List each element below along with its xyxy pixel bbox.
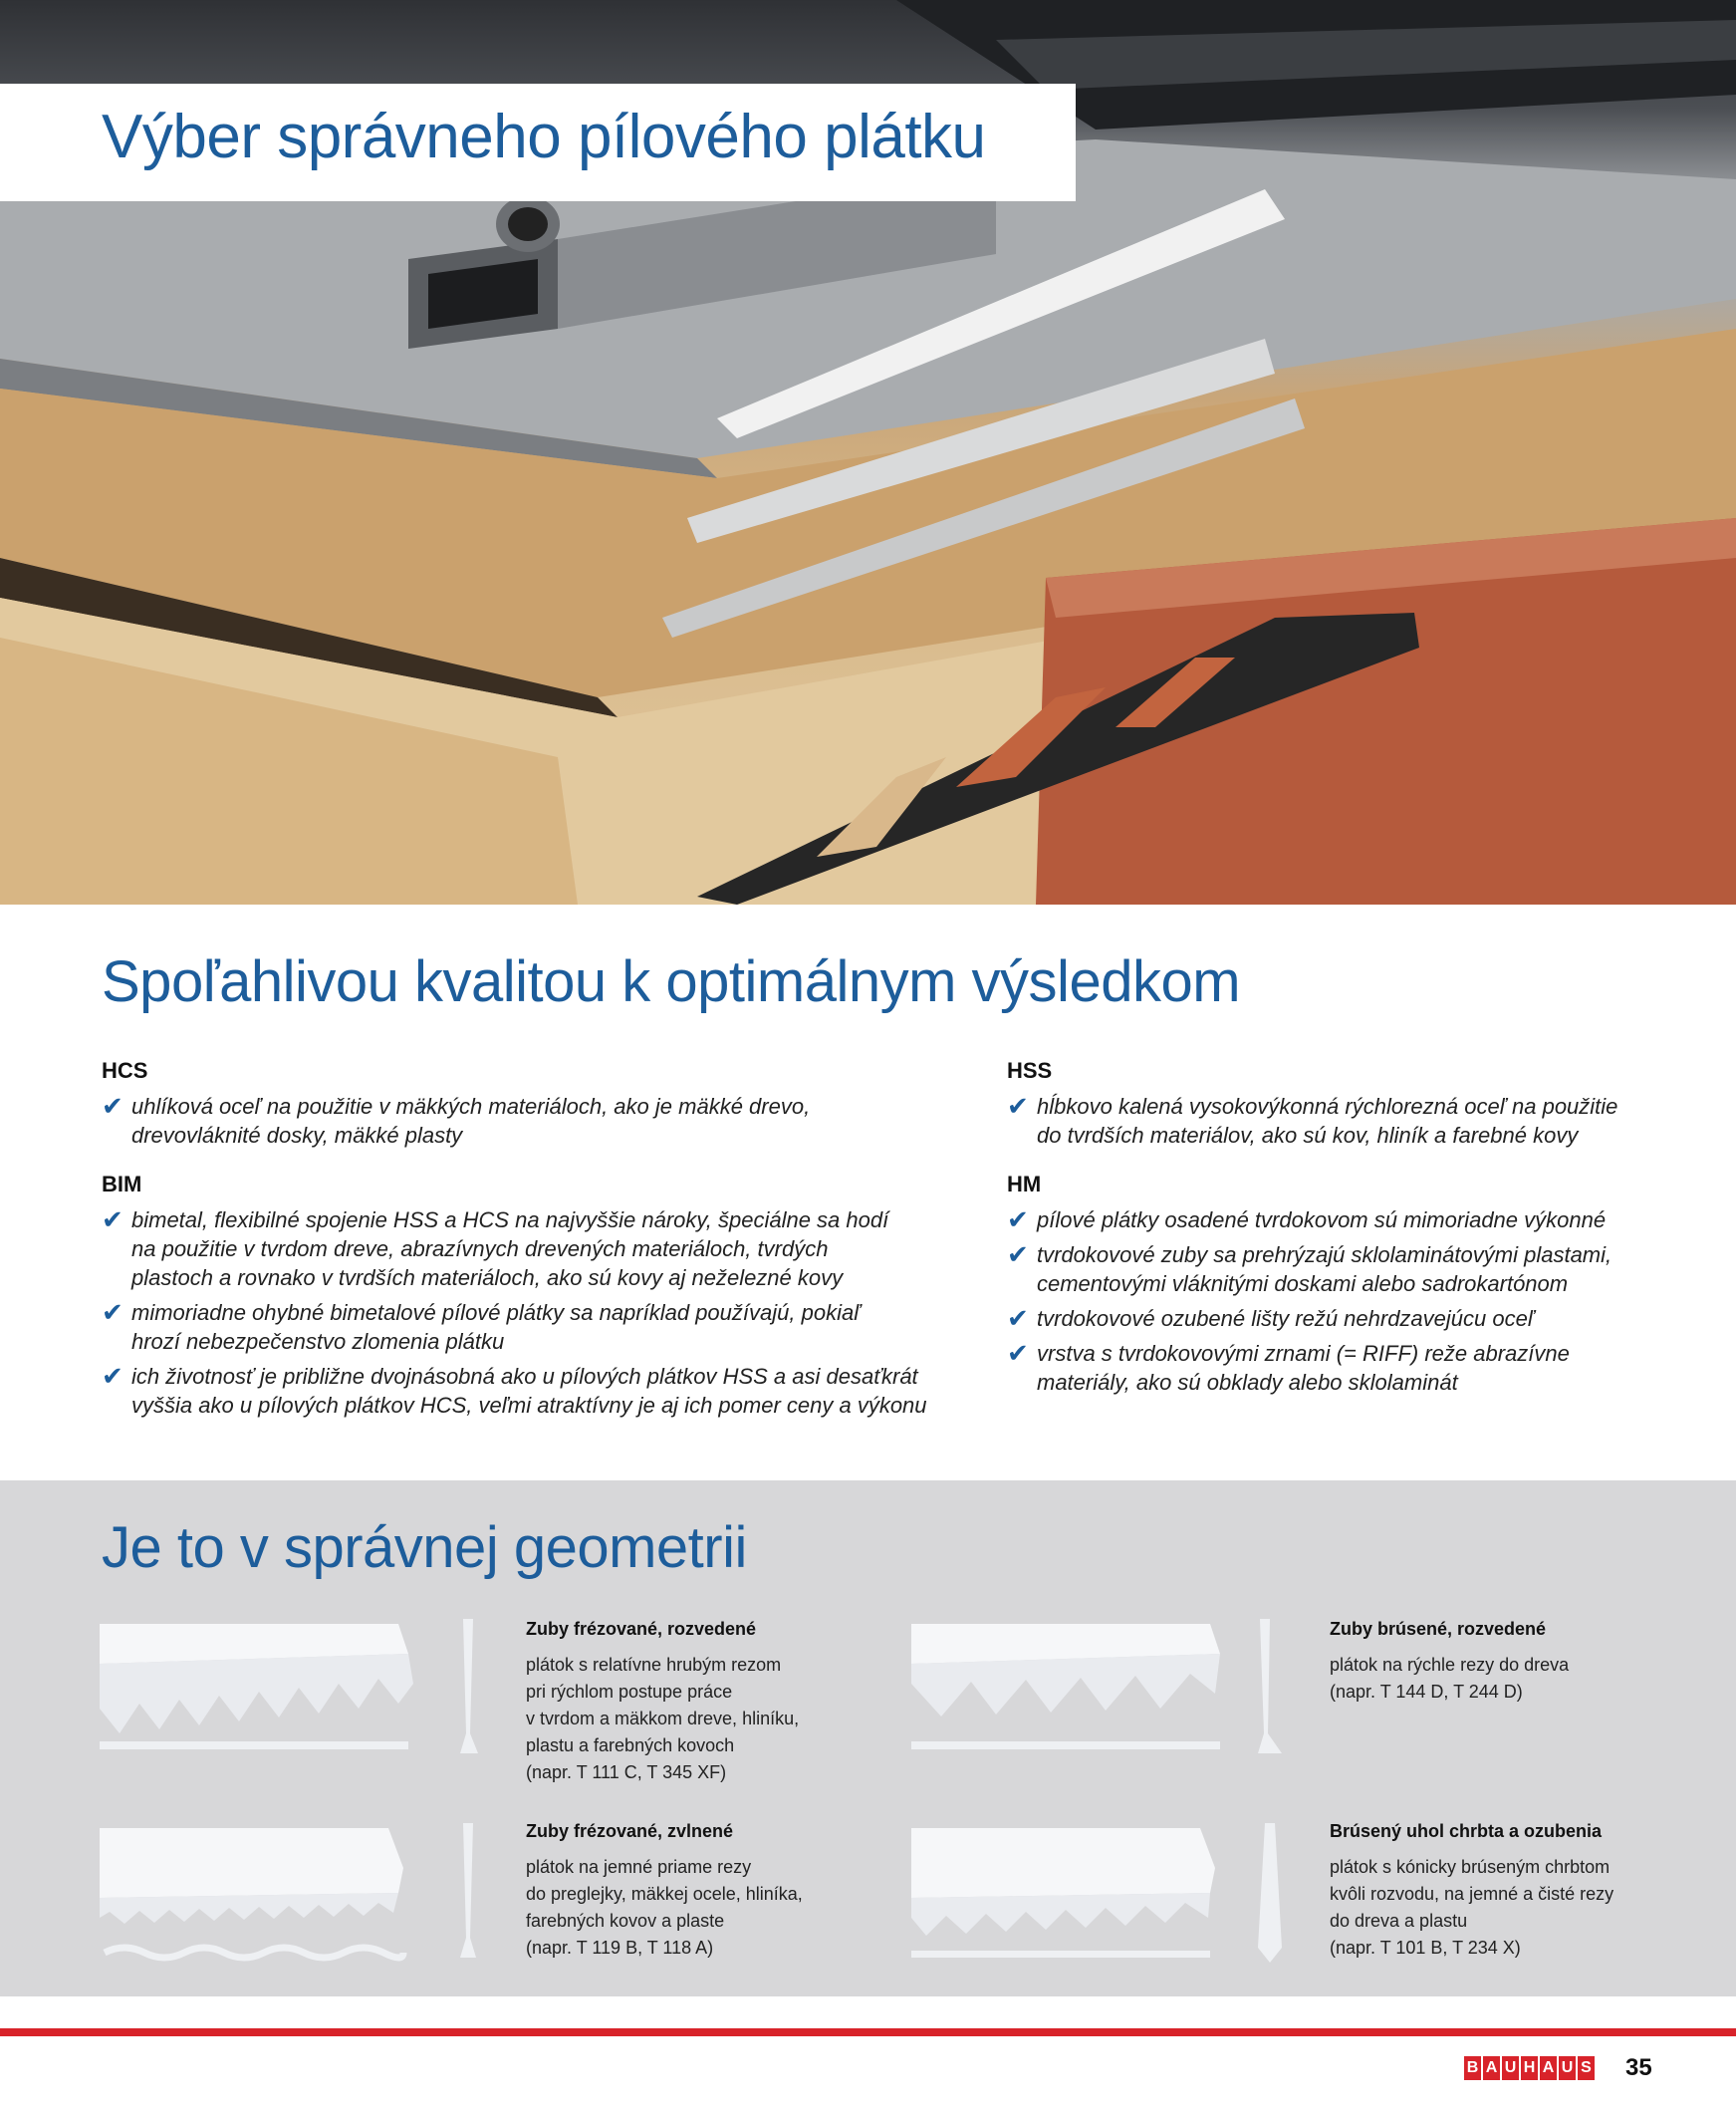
checkmark-icon: ✔ — [1007, 1239, 1029, 1269]
term-item-line: materiály, ako sú obklady alebo sklolaminát — [1037, 1370, 1458, 1395]
geometry-line: plátok s relatívne hrubým rezom — [526, 1655, 782, 1675]
geometry-line: do dreva a plastu — [1330, 1911, 1468, 1931]
geometry-line: farebných kovov a plaste — [526, 1911, 725, 1931]
geometry-line: plátok s kónicky brúseným chrbtom — [1330, 1857, 1611, 1877]
term-item-line: ich životnosť je približne dvojnásobná ako u pílových plátkov HSS a asi desaťkrát — [131, 1364, 918, 1389]
geometry-description — [1330, 1652, 1688, 1706]
checkmark-icon: ✔ — [1007, 1338, 1029, 1368]
checkmark-icon: ✔ — [1007, 1303, 1029, 1333]
left-column — [102, 1058, 928, 1442]
term-item-line: na použitie v tvrdom dreve, abrazívnych drevených materiáloch, tvrdých — [131, 1236, 829, 1261]
logo-letter: U — [1559, 2056, 1576, 2080]
checkmark-icon: ✔ — [102, 1091, 124, 1121]
geometry-description — [1330, 1854, 1688, 1962]
term-item-line: vyššia ako u pílových plátkov HCS, veľmi atraktívny je aj ich pomer ceny a výkonu — [131, 1393, 927, 1418]
geometry-line: (napr. T 144 D, T 244 D) — [1330, 1682, 1523, 1702]
term-item-line: cementovými vláknitými doskami alebo sadrokartónom — [1037, 1271, 1569, 1296]
term-item-line: tvrdokovové zuby sa prehrýzajú sklolaminátovými plastami, — [1037, 1242, 1612, 1267]
logo-letter: A — [1540, 2056, 1557, 2080]
term-item-line: uhlíková oceľ na použitie v mäkkých materiáloch, ako je mäkké drevo, — [131, 1094, 811, 1119]
right-column — [1007, 1058, 1704, 1419]
geometry-line: v tvrdom a mäkkom dreve, hliníku, — [526, 1709, 800, 1728]
logo-letter: U — [1502, 2056, 1519, 2080]
term-item-line: hrozí nebezpečenstvo zlomenia plátku — [131, 1329, 505, 1354]
term-item-list — [1007, 1205, 1704, 1397]
term-item-list — [102, 1205, 928, 1420]
term-item — [1007, 1339, 1704, 1397]
geometry-line: do preglejky, mäkkej ocele, hliníka, — [526, 1884, 803, 1904]
geometry-line: plátok na jemné priame rezy — [526, 1857, 752, 1877]
checkmark-icon: ✔ — [1007, 1204, 1029, 1234]
geometry-line: (napr. T 111 C, T 345 XF) — [526, 1762, 727, 1782]
section-geometry-title: Je to v správnej geometrii — [102, 1515, 747, 1580]
geometry-line: kvôli rozvodu, na jemné a čisté rezy — [1330, 1884, 1614, 1904]
logo-letter: A — [1483, 2056, 1500, 2080]
checkmark-icon: ✔ — [102, 1297, 124, 1327]
geometry-description — [526, 1652, 884, 1786]
blade-ground-set-illustration — [911, 1614, 1310, 1763]
term-item-list — [102, 1092, 928, 1150]
term-item-line: tvrdokovové ozubené lišty režú nehrdzavejúcu oceľ — [1037, 1306, 1535, 1331]
geometry-heading: Brúsený uhol chrbta a ozubenia — [1330, 1821, 1603, 1841]
term-item — [1007, 1205, 1704, 1234]
blade-ground-back-illustration — [911, 1818, 1310, 1968]
footer-rule — [0, 2028, 1736, 2036]
geometry-line: plátok na rýchle rezy do dreva — [1330, 1655, 1570, 1675]
geometry-milled-set — [526, 1619, 884, 1786]
hero-photo — [0, 0, 1736, 905]
term-item — [1007, 1304, 1704, 1333]
checkmark-icon: ✔ — [102, 1361, 124, 1391]
geometry-heading: Zuby brúsené, rozvedené — [1330, 1619, 1547, 1639]
geometry-line: (napr. T 119 B, T 118 A) — [526, 1938, 714, 1958]
logo-letter: B — [1464, 2056, 1481, 2080]
material-term: HM — [1007, 1172, 1042, 1196]
term-item-line: drevovláknité dosky, mäkké plasty — [131, 1123, 463, 1148]
term-item-line: vrstva s tvrdokovovými zrnami (= RIFF) reže abrazívne — [1037, 1341, 1570, 1366]
material-term: HCS — [102, 1058, 148, 1083]
term-item-line: bimetal, flexibilné spojenie HSS a HCS na najvyššie nároky, špeciálne sa hodí — [131, 1207, 889, 1232]
term-item-line: do tvrdších materiálov, ako sú kov, hliník a farebné kovy — [1037, 1123, 1579, 1148]
logo-letter: H — [1521, 2056, 1538, 2080]
geometry-heading: Zuby frézované, rozvedené — [526, 1619, 757, 1639]
term-item — [102, 1298, 928, 1356]
geometry-line: plastu a farebných kovoch — [526, 1735, 735, 1755]
page-number: 35 — [1625, 2054, 1652, 2081]
blade-milled-set-illustration — [100, 1614, 498, 1763]
geometry-line: pri rýchlom postupe práce — [526, 1682, 733, 1702]
term-item-list — [1007, 1092, 1704, 1150]
material-term: HSS — [1007, 1058, 1053, 1083]
logo-letter: S — [1578, 2056, 1595, 2080]
checkmark-icon: ✔ — [102, 1204, 124, 1234]
geometry-description — [526, 1854, 884, 1962]
geometry-milled-wavy — [526, 1821, 884, 1962]
term-item — [102, 1092, 928, 1150]
term-item-line: mimoriadne ohybné bimetalové pílové plátky sa napríklad používajú, pokiaľ — [131, 1300, 861, 1325]
term-item — [102, 1362, 928, 1420]
term-item-line: hĺbkovo kalená vysokovýkonná rýchlorezná oceľ na použitie — [1037, 1094, 1618, 1119]
bauhaus-logo — [1464, 2056, 1595, 2080]
geometry-ground-set — [1330, 1619, 1688, 1706]
term-item — [102, 1205, 928, 1292]
blade-milled-wavy-illustration — [100, 1818, 498, 1968]
page-title: Výber správneho pílového plátku — [102, 103, 986, 171]
term-item-line: pílové plátky osadené tvrdokovom sú mimoriadne výkonné — [1037, 1207, 1607, 1232]
section-quality-title: Spoľahlivou kvalitou k optimálnym výsledkom — [102, 949, 1241, 1014]
material-term: BIM — [102, 1172, 142, 1196]
term-item — [1007, 1092, 1704, 1150]
title-box — [0, 84, 1076, 201]
term-item — [1007, 1240, 1704, 1298]
geometry-heading: Zuby frézované, zvlnené — [526, 1821, 734, 1841]
term-item-line: plastoch a rovnako v tvrdších materiáloch, ako sú kovy aj neželezné kovy — [131, 1265, 844, 1290]
geometry-line: (napr. T 101 B, T 234 X) — [1330, 1938, 1521, 1958]
geometry-ground-back — [1330, 1821, 1688, 1962]
checkmark-icon: ✔ — [1007, 1091, 1029, 1121]
